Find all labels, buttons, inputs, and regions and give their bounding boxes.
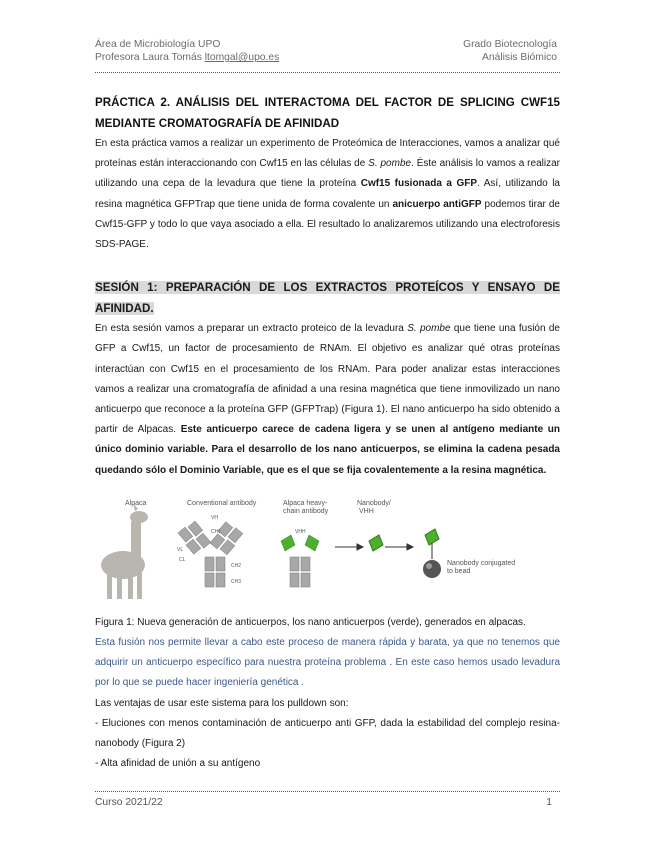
document-title: PRÁCTICA 2. ANÁLISIS DEL INTERACTOMA DEL FACTOR DE SPLICING CWF15 MEDIANTE CROMATOGRAFÍA DE AFINIDAD — [95, 96, 560, 130]
label-nanobody-2: VHH — [359, 507, 374, 515]
header-right — [463, 38, 557, 64]
label-ch2: CH2 — [231, 562, 242, 569]
header-divider — [95, 72, 560, 73]
figure-caption: Figura 1: Nueva generación de anticuerpos, los nano anticuerpos (verde), generados en alpacas. — [95, 616, 526, 628]
intro-paragraph: En esta práctica vamos a realizar un experimento de Proteómica de Interacciones, vamos a analizar qué proteínas están interaccionando con Cwf15 en las células de S. pombe. Éste análisis lo vamos a realizar utilizando una cepa de la levadura que tiene la proteína Cwf15 fusionada a GFP. Así, utilizando la resina magnética GFPTrap que tiene unida de forma covalente un anicuerpo antiGFP podemos tirar de Cwf15-GFP y todo lo que vaya asociado a ella. El resultado lo analizaremos utilizando una electroforesis SDS-PAGE. — [95, 138, 560, 251]
session-paragraph: En esta sesión vamos a preparar un extracto proteico de la levadura S. pombe que tiene una fusión de GFP a Cwf15, un factor de procesamiento de RNAm. El objetivo es analizar qué otras proteínas interactúan con Cwf15 en el procesamiento de los RNAm. Para poder analizar estas interacciones vamos a realizar una cromatografía de afinidad a una resina magnética que tiene inmovilizado un nano anticuerpo que reconoce a la proteína GFP (GFPTrap) (Figura 1). El nano anticuerpo ha sido obtenido a partir de Alpacas. Este anticuerpo carece de cadena ligera y se unen al antígeno mediante un único dominio variable. Para el desarrollo de los nano anticuerpos, se elimina la cadena pesada quedando sólo el Dominio Variable, que es el que se fija covalentemente a la resina magnética. — [95, 323, 560, 476]
footer-divider — [95, 791, 560, 792]
header-department: Área de Microbiología UPO — [95, 39, 221, 50]
label-conventional: Conventional antibody — [187, 499, 257, 507]
nanobody-icon — [369, 535, 383, 551]
footer-course: Curso 2021/22 — [95, 797, 163, 808]
label-vhh: VHH — [295, 528, 306, 535]
label-ch3: CH3 — [231, 578, 242, 585]
label-nanobody-1: Nanobody/ — [357, 499, 391, 507]
heavy-chain-antibody — [281, 535, 319, 587]
antibody-diagram — [95, 495, 560, 605]
label-vl: VL — [177, 546, 184, 553]
page-number: 1 — [546, 797, 552, 808]
label-ch1: CH1 — [211, 528, 222, 535]
blue-note: Esta fusión nos permite llevar a cabo este proceso de manera rápida y barata, ya que no tenemos que adquirir un anticuerpo específico para nuestra proteína problema . En este caso hemos usado levadura por lo que se puede hacer ingeniería genética . — [95, 637, 560, 689]
session-heading: SESIÓN 1: PREPARACIÓN DE LOS EXTRACTOS PROTEÍCOS Y ENSAYO DE AFINIDAD. — [95, 281, 560, 316]
label-vh: VH — [211, 514, 218, 521]
bead-conjugate — [423, 529, 441, 578]
header-degree: Grado Biotecnología — [463, 39, 557, 50]
advantages-intro: Las ventajas de usar este sistema para los pulldown son: — [95, 697, 349, 709]
document-body — [95, 92, 560, 774]
header-subject: Análisis Biómico — [482, 52, 557, 63]
alpaca-illustration — [101, 503, 148, 599]
label-alpaca: Alpaca — [125, 499, 147, 507]
advantage-item: - Eluciones con menos contaminación de anticuerpo anti GFP, dada la estabilidad del complejo resina-nanobody (Figura 2) — [95, 717, 560, 750]
label-cl: CL — [179, 556, 186, 563]
header-left — [95, 38, 279, 64]
label-heavy-1: Alpaca heavy- — [283, 499, 328, 507]
label-heavy-2: chain antibody — [283, 507, 329, 515]
label-bead-2: to bead — [447, 567, 471, 575]
header-professor: Profesora Laura Tomás ltomgal@upo.es — [95, 52, 280, 63]
advantage-item: - Alta afinidad de unión a su antígeno — [95, 758, 261, 770]
label-bead-1: Nanobody conjugated — [447, 559, 516, 567]
figure-1 — [95, 495, 560, 605]
email-link[interactable]: ltomgal@upo.es — [204, 52, 280, 63]
